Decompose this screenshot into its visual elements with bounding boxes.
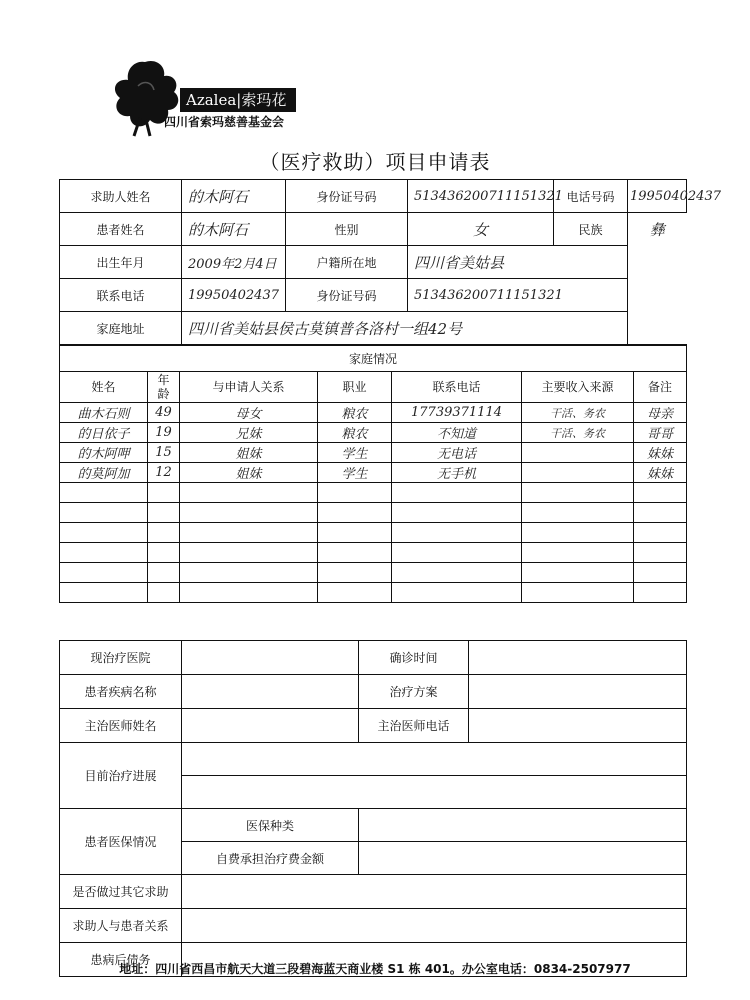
member-note[interactable] <box>634 483 687 503</box>
hukou-value[interactable]: 四川省美姑县 <box>408 246 628 279</box>
member-name[interactable] <box>60 563 148 583</box>
member-note[interactable]: 哥哥 <box>634 423 687 443</box>
patient-id-label: 身份证号码 <box>286 279 408 312</box>
diagnosis-time-label: 确诊时间 <box>359 641 469 675</box>
member-name[interactable]: 的木阿呷 <box>60 443 148 463</box>
table-row <box>60 463 687 483</box>
gender-value[interactable]: 女 <box>408 213 554 246</box>
member-income[interactable] <box>522 483 634 503</box>
member-name[interactable] <box>60 483 148 503</box>
relation-field[interactable] <box>182 909 687 943</box>
patient-id-value[interactable]: 513436200711151321 <box>408 279 628 312</box>
member-name[interactable] <box>60 523 148 543</box>
member-age[interactable]: 15 <box>148 443 180 463</box>
progress-field-1[interactable] <box>182 743 687 776</box>
table-row <box>60 503 687 523</box>
col-header-name: 姓名 <box>60 372 148 403</box>
member-relation[interactable]: 兄妹 <box>180 423 318 443</box>
col-header-occupation: 职业 <box>318 372 392 403</box>
doctor-phone-field[interactable] <box>469 709 687 743</box>
blank-cell <box>628 279 687 312</box>
member-note[interactable]: 母亲 <box>634 403 687 423</box>
table-row <box>60 423 687 443</box>
member-note[interactable]: 妹妹 <box>634 443 687 463</box>
footer-address: 地址：四川省西昌市航天大道三段碧海蓝天商业楼 S1 栋 401。办公室电话：0834-2507977 <box>119 962 631 976</box>
applicant-info-table <box>59 179 721 345</box>
member-occupation[interactable]: 粮农 <box>318 403 392 423</box>
member-note[interactable]: 妹妹 <box>634 463 687 483</box>
contact-phone-label: 联系电话 <box>60 279 182 312</box>
member-age[interactable]: 49 <box>148 403 180 423</box>
member-income[interactable] <box>522 523 634 543</box>
member-income[interactable]: 干活、务农 <box>522 403 634 423</box>
member-phone[interactable] <box>392 483 522 503</box>
other-aid-field[interactable] <box>182 875 687 909</box>
member-relation[interactable]: 母女 <box>180 403 318 423</box>
member-occupation[interactable]: 学生 <box>318 443 392 463</box>
member-income[interactable] <box>522 563 634 583</box>
patient-name-value[interactable]: 的木阿石 <box>182 213 286 246</box>
member-income[interactable] <box>522 543 634 563</box>
member-name[interactable]: 的莫阿加 <box>60 463 148 483</box>
member-occupation[interactable] <box>318 503 392 523</box>
doctor-name-label: 主治医师姓名 <box>60 709 182 743</box>
member-note[interactable] <box>634 563 687 583</box>
ethnic-value[interactable]: 彝 <box>628 213 687 246</box>
birth-label: 出生年月 <box>60 246 182 279</box>
hospital-field[interactable] <box>182 641 359 675</box>
table-row <box>60 403 687 423</box>
member-relation[interactable] <box>180 563 318 583</box>
member-occupation[interactable] <box>318 583 392 603</box>
address-value[interactable]: 四川省美姑县侯古莫镇普各洛村一组42号 <box>182 312 628 345</box>
phone-value[interactable]: 19950402437 <box>628 180 687 213</box>
table-row <box>60 523 687 543</box>
other-aid-label: 是否做过其它求助 <box>60 875 182 909</box>
disease-field[interactable] <box>182 675 359 709</box>
logo-org-name: 四川省索玛慈善基金会 <box>164 115 285 129</box>
member-name[interactable] <box>60 583 148 603</box>
applicant-id-value[interactable]: 513436200711151321 <box>408 180 554 213</box>
family-section-title: 家庭情况 <box>60 346 687 372</box>
table-row <box>60 483 687 503</box>
applicant-name-value[interactable]: 的木阿石 <box>182 180 286 213</box>
member-phone[interactable] <box>392 523 522 543</box>
member-name[interactable] <box>60 503 148 523</box>
birth-value[interactable]: 2009年2月4日 <box>182 246 286 279</box>
member-age[interactable]: 12 <box>148 463 180 483</box>
member-income[interactable] <box>522 443 634 463</box>
insurance-type-label: 医保种类 <box>182 809 359 842</box>
applicant-id-label: 身份证号码 <box>286 180 408 213</box>
patient-name-label: 患者姓名 <box>60 213 182 246</box>
doctor-name-field[interactable] <box>182 709 359 743</box>
member-age[interactable] <box>148 483 180 503</box>
member-phone[interactable]: 无电话 <box>392 443 522 463</box>
self-pay-field[interactable] <box>359 842 687 875</box>
member-phone[interactable] <box>392 583 522 603</box>
member-phone[interactable] <box>392 543 522 563</box>
diagnosis-time-field[interactable] <box>469 641 687 675</box>
table-row <box>60 443 687 463</box>
member-occupation[interactable] <box>318 543 392 563</box>
phone-label: 电话号码 <box>554 180 628 213</box>
member-age[interactable] <box>148 543 180 563</box>
hukou-label: 户籍所在地 <box>286 246 408 279</box>
member-phone[interactable] <box>392 563 522 583</box>
member-name[interactable] <box>60 543 148 563</box>
member-age[interactable]: 19 <box>148 423 180 443</box>
member-relation[interactable] <box>180 583 318 603</box>
table-row <box>60 543 687 563</box>
member-occupation[interactable]: 学生 <box>318 463 392 483</box>
col-header-phone: 联系电话 <box>392 372 522 403</box>
disease-label: 患者疾病名称 <box>60 675 182 709</box>
self-pay-label: 自费承担治疗费金额 <box>182 842 359 875</box>
member-name[interactable]: 曲木石则 <box>60 403 148 423</box>
form-title: （医疗救助）项目申请表 <box>259 150 491 174</box>
member-phone[interactable] <box>392 503 522 523</box>
insurance-label: 患者医保情况 <box>60 809 182 875</box>
member-phone[interactable]: 不知道 <box>392 423 522 443</box>
member-occupation[interactable] <box>318 563 392 583</box>
address-label: 家庭地址 <box>60 312 182 345</box>
member-relation[interactable]: 姐妹 <box>180 463 318 483</box>
insurance-type-field[interactable] <box>359 809 687 842</box>
member-phone[interactable]: 无手机 <box>392 463 522 483</box>
member-income[interactable]: 干活、务农 <box>522 423 634 443</box>
member-relation[interactable] <box>180 543 318 563</box>
member-occupation[interactable] <box>318 523 392 543</box>
member-income[interactable] <box>522 583 634 603</box>
member-relation[interactable] <box>180 523 318 543</box>
contact-phone-value[interactable]: 19950402437 <box>182 279 286 312</box>
blank-cell <box>628 246 687 279</box>
progress-label: 目前治疗进展 <box>60 743 182 809</box>
member-age[interactable] <box>148 563 180 583</box>
col-header-note: 备注 <box>634 372 687 403</box>
member-note[interactable] <box>634 523 687 543</box>
member-occupation[interactable] <box>318 483 392 503</box>
family-info-table <box>59 345 687 603</box>
member-note[interactable] <box>634 503 687 523</box>
member-phone[interactable]: 17739371114 <box>392 403 522 423</box>
member-occupation[interactable]: 粮农 <box>318 423 392 443</box>
member-income[interactable] <box>522 463 634 483</box>
treatment-field[interactable] <box>469 675 687 709</box>
debt-label: 患病后债务 <box>60 943 182 977</box>
applicant-name-label: 求助人姓名 <box>60 180 182 213</box>
member-note[interactable] <box>634 543 687 563</box>
medical-info-table <box>59 640 687 977</box>
col-header-age: 年 龄 <box>148 372 180 403</box>
table-row <box>60 563 687 583</box>
member-name[interactable]: 的日依子 <box>60 423 148 443</box>
treatment-label: 治疗方案 <box>359 675 469 709</box>
doctor-phone-label: 主治医师电话 <box>359 709 469 743</box>
member-relation[interactable] <box>180 483 318 503</box>
member-age[interactable] <box>148 583 180 603</box>
col-header-income: 主要收入来源 <box>522 372 634 403</box>
member-relation[interactable]: 姐妹 <box>180 443 318 463</box>
member-age[interactable] <box>148 523 180 543</box>
member-income[interactable] <box>522 503 634 523</box>
gender-label: 性别 <box>286 213 408 246</box>
blank-cell <box>628 312 687 345</box>
relation-label: 求助人与患者关系 <box>60 909 182 943</box>
ethnic-label: 民族 <box>554 213 628 246</box>
logo-brand: Azalea|索玛花 <box>180 88 296 112</box>
member-note[interactable] <box>634 583 687 603</box>
hospital-label: 现治疗医院 <box>60 641 182 675</box>
progress-field-2[interactable] <box>182 776 687 809</box>
col-header-relation: 与申请人关系 <box>180 372 318 403</box>
member-relation[interactable] <box>180 503 318 523</box>
table-row <box>60 583 687 603</box>
member-age[interactable] <box>148 503 180 523</box>
